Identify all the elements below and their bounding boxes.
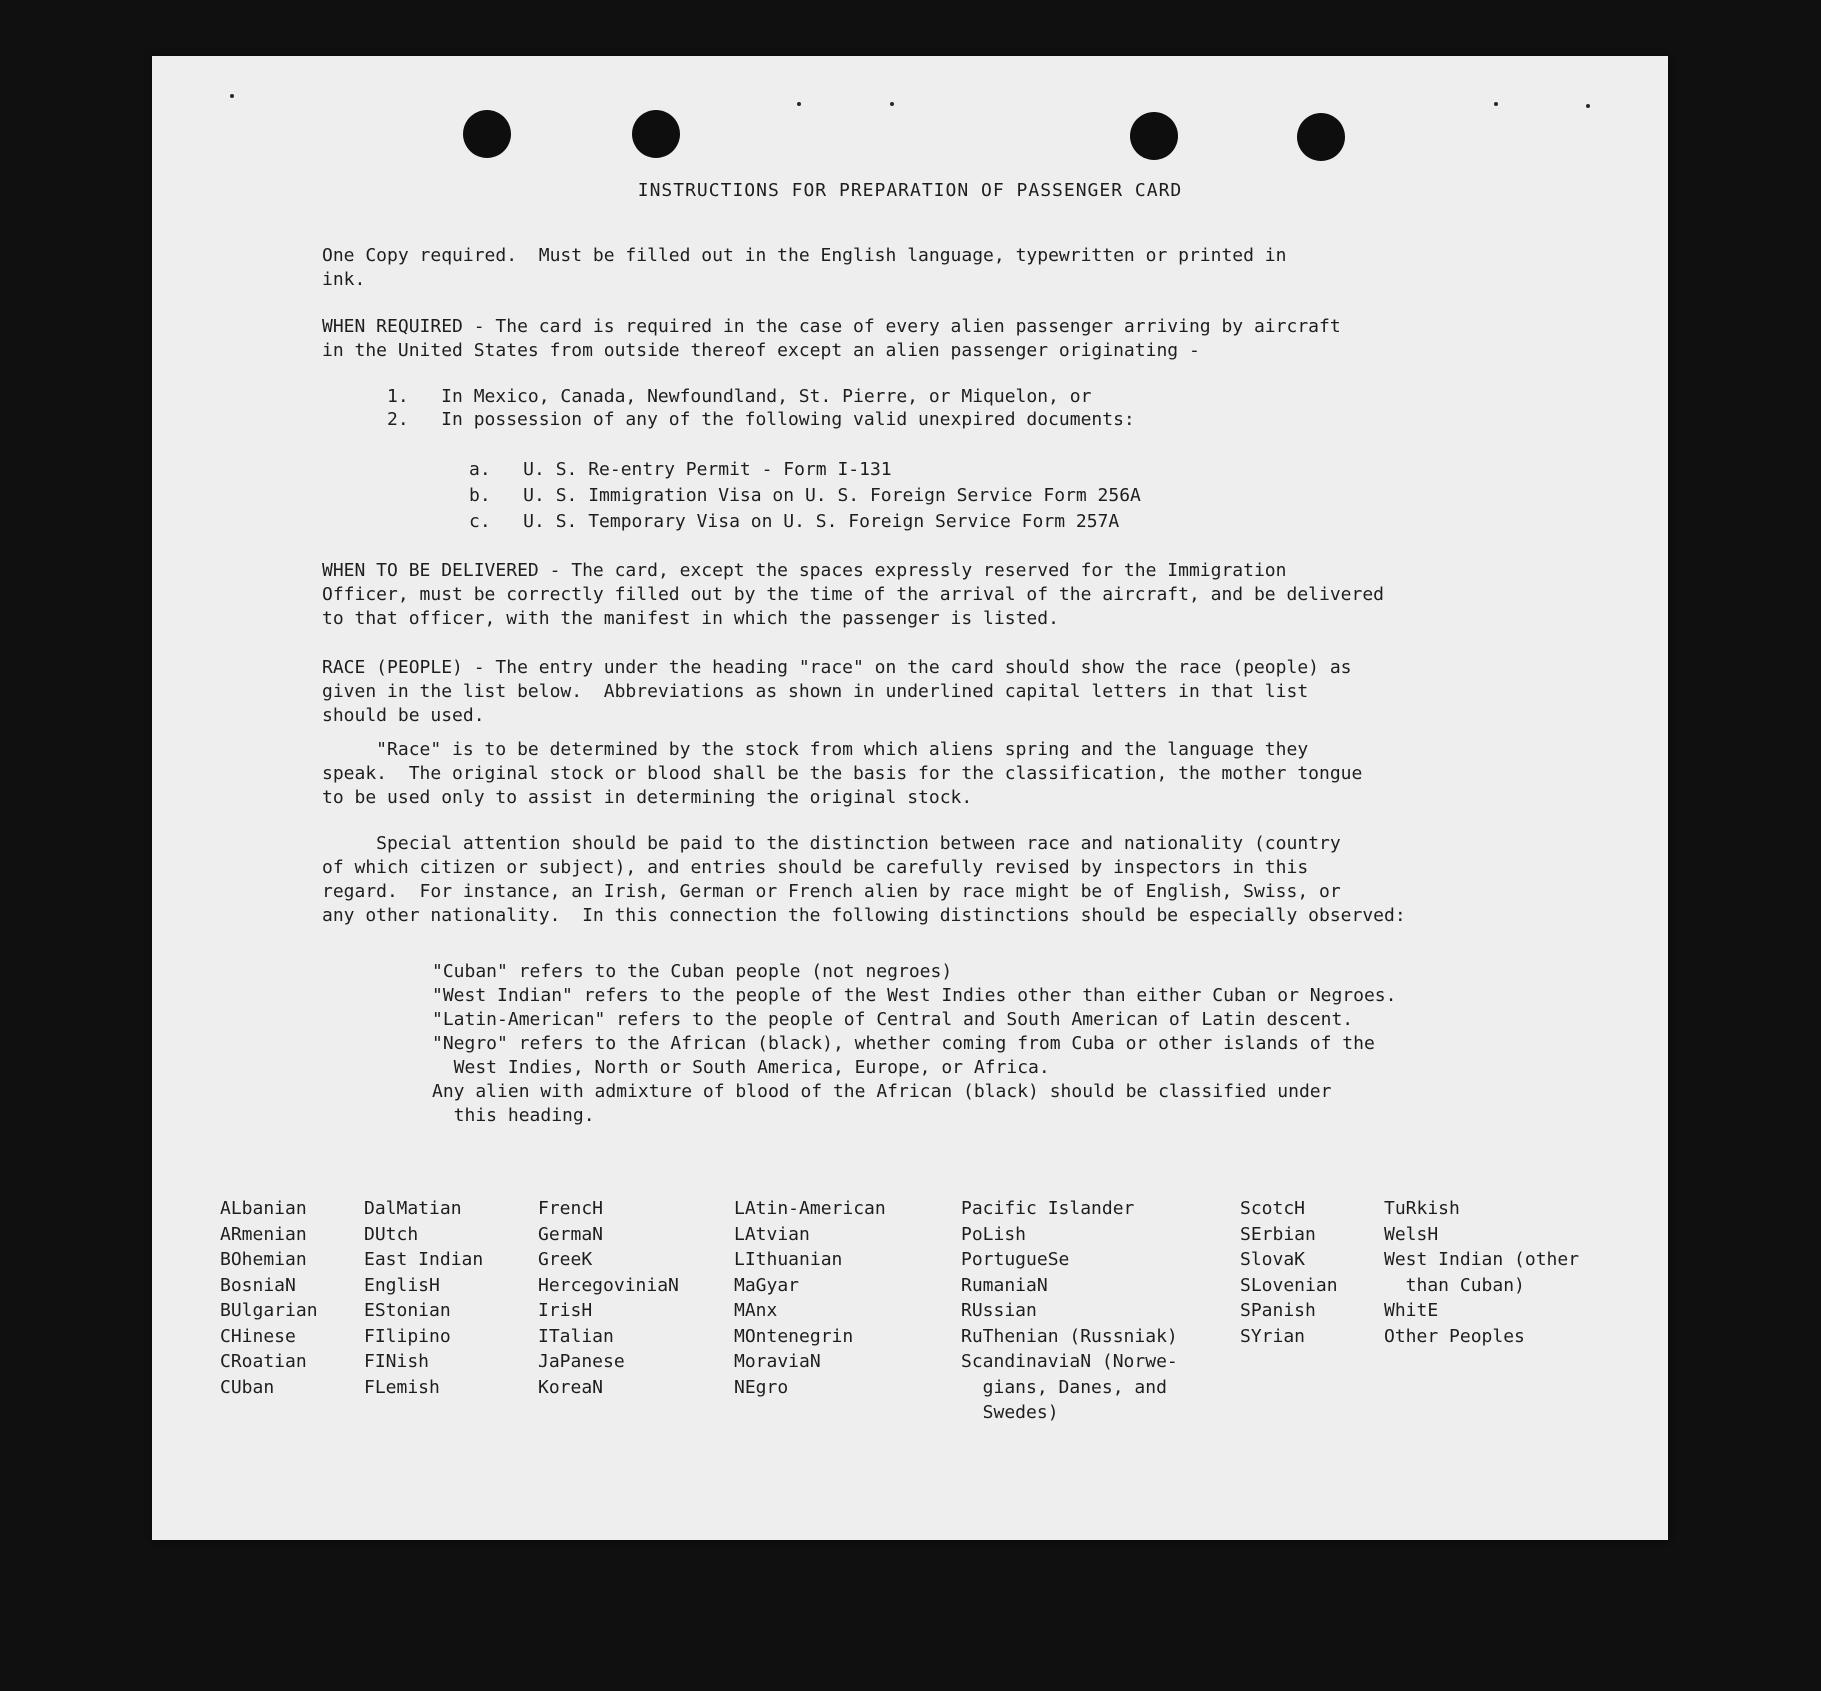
race-column — [734, 1196, 886, 1400]
speck — [230, 94, 234, 98]
exception-item: 1. In Mexico, Canada, Newfoundland, St. Pierre, or Miquelon, or — [387, 386, 1092, 407]
race-entry: CRoatian — [220, 1351, 307, 1372]
document-item: b. U. S. Immigration Visa on U. S. Foreign Service Form 256A — [469, 485, 1141, 506]
race-entry: JaPanese — [538, 1351, 625, 1372]
race-entry: East Indian — [364, 1249, 484, 1270]
race-entry: IrisH — [538, 1300, 593, 1321]
race-entry: SPanish — [1240, 1300, 1316, 1321]
race-entry: Other Peoples — [1384, 1325, 1525, 1347]
race-entry: than Cuban) — [1384, 1274, 1525, 1296]
race-entry: FINish — [364, 1351, 430, 1372]
race-entry: Swedes) — [961, 1402, 1059, 1423]
race-entry: BUlgarian — [220, 1300, 318, 1321]
race-entry: NEgro — [734, 1376, 789, 1398]
race-entry: ScotcH — [1240, 1198, 1306, 1219]
race-entry: FLemish — [364, 1376, 440, 1398]
punch-hole — [1297, 113, 1345, 161]
race-column — [1240, 1196, 1338, 1349]
race-entry: MOntenegrin — [734, 1325, 854, 1347]
race-entry: SlovaK — [1240, 1249, 1306, 1270]
document-item: c. U. S. Temporary Visa on U. S. Foreign Service Form 257A — [469, 511, 1120, 532]
race-column — [1384, 1196, 1579, 1349]
race-entry: MAnx — [734, 1300, 778, 1321]
race-entry: MaGyar — [734, 1274, 800, 1296]
speck — [797, 102, 801, 106]
race-entry: PortugueSe — [961, 1249, 1070, 1270]
distinctions-list: "Cuban" refers to the Cuban people (not negroes) "West Indian" refers to the people of the West Indies other than either Cuban or Negroes. "Latin-American" refers to the people of Central and South American of Latin descent. "Negro" refers to the African (black), whether coming from Cuba or other islands of the West Indies, North or South America, Europe, or Africa. Any alien with admixture of blood of the African (black) should be classified under this heading. — [432, 961, 1397, 1126]
race-entry: ARmenian — [220, 1223, 307, 1245]
race-entry: SLovenian — [1240, 1274, 1338, 1296]
race-entry: KoreaN — [538, 1376, 604, 1398]
race-column — [961, 1196, 1178, 1426]
race-entry: LAtvian — [734, 1223, 810, 1245]
race-entry: RUssian — [961, 1300, 1037, 1321]
punch-hole — [632, 110, 680, 158]
punch-hole — [463, 110, 511, 158]
race-entry: TuRkish — [1384, 1198, 1460, 1219]
document-title: INSTRUCTIONS FOR PREPARATION OF PASSENGER CARD — [637, 180, 1183, 201]
race-entry: LIthuanian — [734, 1249, 843, 1270]
race-entry: LAtin-American — [734, 1198, 886, 1219]
race-column — [220, 1196, 318, 1400]
race-determined-paragraph: "Race" is to be determined by the stock from which aliens spring and the language they speak. The original stock or blood shall be the basis for the classification, the mother tongue to be used only to assist in determining the original stock. — [322, 739, 1363, 808]
race-entry: GermaN — [538, 1223, 604, 1245]
race-entry: ITalian — [538, 1325, 614, 1347]
speck — [1586, 104, 1590, 108]
race-people-paragraph: RACE (PEOPLE) - The entry under the heading "race" on the card should show the race (people) as given in the list below. Abbreviations as shown in underlined capital letters in that list should be used. — [322, 657, 1352, 726]
race-column — [538, 1196, 679, 1400]
document-page — [152, 56, 1668, 1540]
race-list — [220, 1196, 1650, 1426]
when-required-paragraph: WHEN REQUIRED - The card is required in the case of every alien passenger arriving by aircraft in the United States from outside thereof except an alien passenger originating - — [322, 316, 1341, 361]
race-entry: FIlipino — [364, 1325, 451, 1347]
special-attention-paragraph: Special attention should be paid to the distinction between race and nationality (country of which citizen or subject), and entries should be carefully revised by inspectors in this regard. For instance, an Irish, German or French alien by race might be of English, Swiss, or any other nationality. In this connection the following distinctions should be especially observed: — [322, 833, 1406, 926]
race-entry: Pacific Islander — [961, 1198, 1135, 1219]
when-delivered-paragraph: WHEN TO BE DELIVERED - The card, except the spaces expressly reserved for the Immigration Officer, must be correctly filled out by the time of the arrival of the aircraft, and be delivered to that officer, with the manifest in which the passenger is listed. — [322, 560, 1385, 629]
race-column — [364, 1196, 483, 1400]
race-entry: SErbian — [1240, 1223, 1316, 1245]
race-entry: ALbanian — [220, 1198, 307, 1219]
race-entry: WelsH — [1384, 1223, 1439, 1245]
race-entry: DalMatian — [364, 1198, 462, 1219]
race-entry: BosniaN — [220, 1274, 296, 1296]
race-entry: EStonian — [364, 1300, 451, 1321]
punch-hole — [1130, 112, 1178, 160]
race-entry: RumaniaN — [961, 1274, 1048, 1296]
document-item: a. U. S. Re-entry Permit - Form I-131 — [469, 459, 892, 480]
intro-paragraph: One Copy required. Must be filled out in the English language, typewritten or printed in ink. — [322, 245, 1287, 290]
race-entry: SYrian — [1240, 1325, 1306, 1347]
race-entry: BOhemian — [220, 1249, 307, 1270]
race-entry: CHinese — [220, 1325, 296, 1347]
race-entry: FrencH — [538, 1198, 604, 1219]
race-entry: CUban — [220, 1376, 275, 1398]
race-entry: West Indian (other — [1384, 1249, 1580, 1270]
race-entry: gians, Danes, and — [961, 1376, 1167, 1398]
exception-item: 2. In possession of any of the following valid unexpired documents: — [387, 409, 1135, 430]
speck — [890, 102, 894, 106]
race-entry: DUtch — [364, 1223, 419, 1245]
race-entry: RuThenian (Russniak) — [961, 1325, 1178, 1347]
race-entry: ScandinaviaN (Norwe- — [961, 1351, 1178, 1372]
race-entry: EnglisH — [364, 1274, 440, 1296]
race-entry: PoLish — [961, 1223, 1027, 1245]
speck — [1494, 102, 1498, 106]
race-entry: MoraviaN — [734, 1351, 821, 1372]
race-entry: GreeK — [538, 1249, 593, 1270]
race-entry: WhitE — [1384, 1300, 1439, 1321]
race-entry: HercegoviniaN — [538, 1274, 679, 1296]
